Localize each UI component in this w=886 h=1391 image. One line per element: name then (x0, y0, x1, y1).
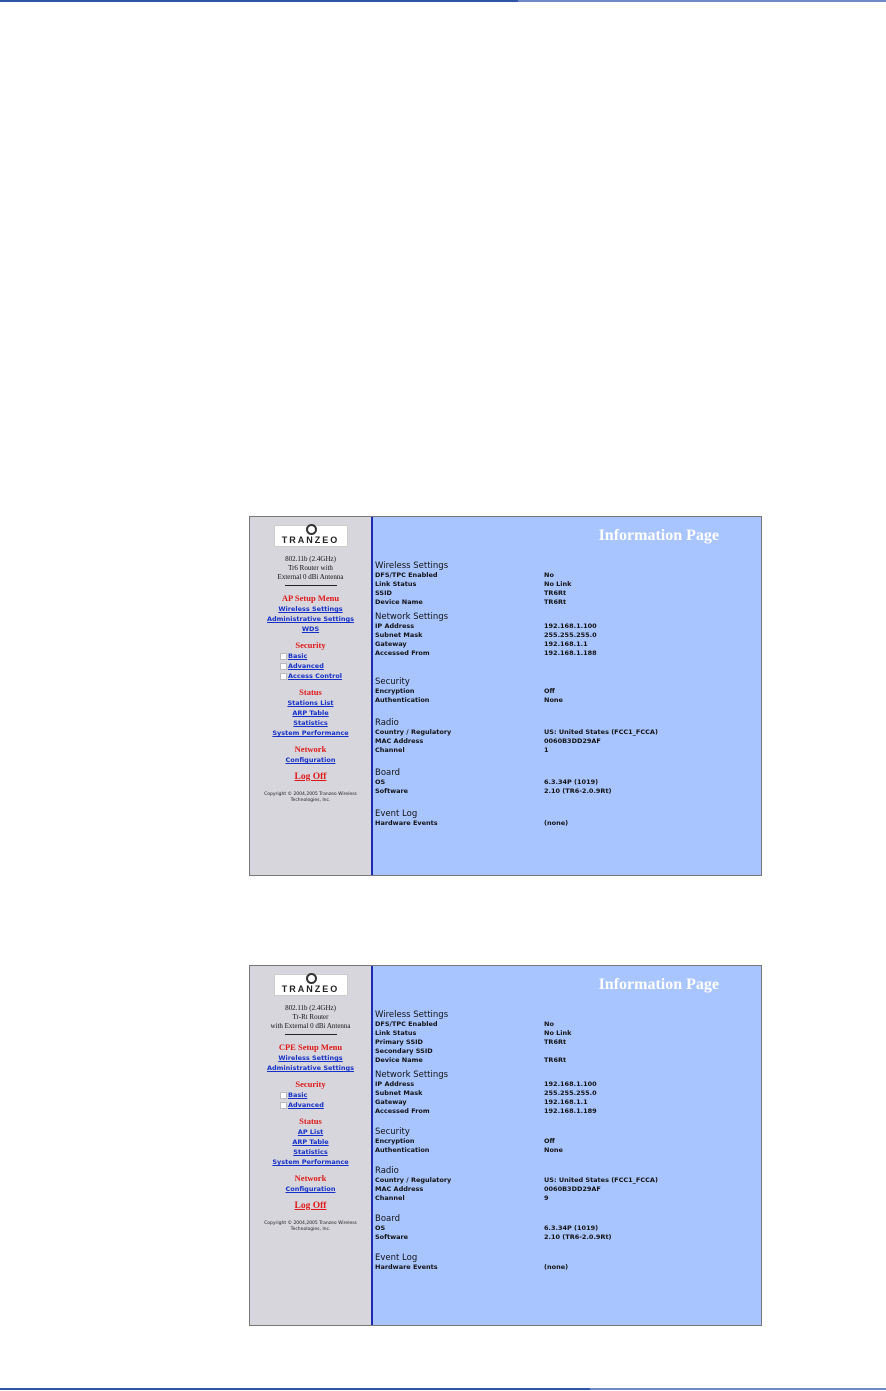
setup-menu-link[interactable]: Administrative Settings (266, 615, 355, 623)
info-row (375, 1107, 761, 1116)
info-label: Channel (375, 746, 405, 754)
info-row (375, 649, 761, 658)
info-row (375, 598, 761, 607)
product-description (250, 1004, 371, 1031)
security-link-label: Advanced (288, 662, 324, 670)
info-value: 9 (544, 1194, 549, 1202)
info-label: Accessed From (375, 649, 430, 657)
product-line: Tr-Rt Router (292, 1013, 329, 1021)
info-label: SSID (375, 589, 392, 597)
security-menu-link[interactable] (250, 661, 371, 671)
info-label: DFS/TPC Enabled (375, 1020, 438, 1028)
section-heading: Event Log (375, 1253, 418, 1263)
info-row (375, 1137, 761, 1146)
bullet-icon (280, 663, 287, 670)
section-heading: Board (375, 1214, 400, 1224)
info-label: Link Status (375, 580, 417, 588)
information-panel (373, 966, 761, 1325)
info-value: US: United States (FCC1_FCCA) (544, 1176, 658, 1184)
bullet-icon (280, 653, 287, 660)
product-line: External 0 dBi Antenna (277, 573, 344, 581)
ap-information-screenshot (249, 516, 762, 876)
section-heading: Wireless Settings (375, 561, 449, 571)
info-value: 192.168.1.1 (544, 640, 588, 648)
status-menu-title: Status (299, 687, 322, 697)
info-row (375, 1194, 761, 1203)
info-label: Primary SSID (375, 1038, 423, 1046)
info-label: Country / Regulatory (375, 728, 452, 736)
info-value: No (544, 571, 554, 579)
info-value: None (544, 1146, 563, 1154)
info-row (375, 589, 761, 598)
info-value: TR6Rt (544, 1038, 567, 1046)
sidebar (250, 966, 373, 1325)
info-value: 192.168.1.100 (544, 1080, 597, 1088)
info-label: Country / Regulatory (375, 1176, 452, 1184)
bullet-icon (280, 673, 287, 680)
logo-wordmark: TRANZEO (281, 984, 340, 994)
info-section (375, 809, 761, 828)
info-row (375, 1146, 761, 1155)
setup-menu-title: CPE Setup Menu (278, 1042, 343, 1052)
info-label: Secondary SSID (375, 1047, 433, 1055)
info-label: Device Name (375, 1056, 423, 1064)
sidebar (250, 517, 373, 875)
security-menu-title: Security (295, 640, 326, 650)
info-value: US: United States (FCC1_FCCA) (544, 728, 658, 736)
setup-menu-link[interactable]: Wireless Settings (278, 1054, 343, 1062)
copyright-text: Copyright © 2004,2005 Tranzeo Wireless Technologies, Inc. (264, 792, 357, 803)
info-label: MAC Address (375, 737, 424, 745)
log-off-link[interactable]: Log Off (294, 772, 327, 782)
info-label: Software (375, 1233, 409, 1241)
product-line: 802.11b (2.4GHz) (285, 555, 336, 563)
info-row (375, 622, 761, 631)
info-row (375, 1038, 761, 1047)
info-label: Link Status (375, 1029, 417, 1037)
info-label: Accessed From (375, 1107, 430, 1115)
network-menu-title: Network (294, 744, 327, 754)
info-label: Authentication (375, 696, 430, 704)
security-menu-link[interactable] (250, 671, 371, 681)
info-value: Off (544, 1137, 555, 1145)
info-section (375, 677, 761, 705)
info-row (375, 687, 761, 696)
info-label: Gateway (375, 640, 407, 648)
product-line: Tr6 Router with (288, 564, 333, 572)
info-section (375, 612, 761, 658)
info-row (375, 1224, 761, 1233)
info-label: Channel (375, 1194, 405, 1202)
footer-rule (0, 1388, 886, 1390)
info-row (375, 1263, 761, 1272)
setup-menu-link[interactable]: Administrative Settings (266, 1064, 355, 1072)
section-heading: Event Log (375, 809, 418, 819)
security-menu-link[interactable] (250, 651, 371, 661)
info-value: TR6Rt (544, 1056, 567, 1064)
info-row (375, 1233, 761, 1242)
status-menu-link[interactable]: System Performance (272, 729, 349, 737)
sidebar-divider (285, 1034, 337, 1035)
info-row (375, 631, 761, 640)
info-row (375, 1089, 761, 1098)
info-value: 2.10 (TR6-2.0.9Rt) (544, 1233, 612, 1241)
info-label: Hardware Events (375, 1263, 438, 1271)
status-menu-link[interactable]: ARP Table (292, 1138, 329, 1146)
info-value: None (544, 696, 563, 704)
info-value: 192.168.1.1 (544, 1098, 588, 1106)
info-row (375, 737, 761, 746)
sidebar-divider (285, 585, 337, 586)
setup-menu-link[interactable]: WDS (301, 625, 320, 633)
info-value: 0060B3DD29AF (544, 1185, 601, 1193)
info-row (375, 1098, 761, 1107)
bullet-icon (280, 1102, 287, 1109)
info-section (375, 718, 761, 755)
info-label: Subnet Mask (375, 631, 423, 639)
status-menu-link[interactable]: Statistics (293, 719, 328, 727)
header-rule (0, 0, 886, 2)
security-menu-link[interactable] (250, 1090, 371, 1100)
info-label: Authentication (375, 1146, 430, 1154)
info-row (375, 787, 761, 796)
product-description (250, 555, 371, 582)
info-label: Encryption (375, 1137, 415, 1145)
info-row (375, 640, 761, 649)
info-row (375, 696, 761, 705)
info-label: MAC Address (375, 1185, 424, 1193)
info-section (375, 1070, 761, 1116)
section-heading: Radio (375, 1166, 399, 1176)
info-label: OS (375, 778, 386, 786)
product-line: 802.11b (2.4GHz) (285, 1004, 336, 1012)
info-value: 6.3.34P (1019) (544, 778, 599, 786)
bullet-icon (280, 1092, 287, 1099)
log-off-link[interactable]: Log Off (294, 1201, 327, 1211)
info-value: No Link (544, 1029, 572, 1037)
info-row (375, 1047, 761, 1056)
info-value: 6.3.34P (1019) (544, 1224, 599, 1232)
network-menu-link[interactable]: Configuration (285, 1185, 336, 1193)
info-row (375, 728, 761, 737)
info-section (375, 561, 761, 607)
info-value: 192.168.1.188 (544, 649, 597, 657)
tranzeo-logo (274, 974, 348, 996)
info-row (375, 1056, 761, 1065)
info-section (375, 1166, 761, 1203)
info-label: Encryption (375, 687, 415, 695)
info-row (375, 746, 761, 755)
info-row (375, 1029, 761, 1038)
tranzeo-logo (274, 525, 348, 547)
info-row (375, 819, 761, 828)
info-label: OS (375, 1224, 386, 1232)
status-menu-link[interactable]: System Performance (272, 1158, 349, 1166)
info-row (375, 778, 761, 787)
info-value: TR6Rt (544, 589, 567, 597)
info-label: IP Address (375, 1080, 415, 1088)
section-heading: Security (375, 1127, 410, 1137)
info-value: No Link (544, 580, 572, 588)
network-menu-link[interactable]: Configuration (285, 756, 336, 764)
info-label: Hardware Events (375, 819, 438, 827)
info-label: Gateway (375, 1098, 407, 1106)
status-menu-link[interactable]: Statistics (293, 1148, 328, 1156)
info-label: IP Address (375, 622, 415, 630)
info-section (375, 1214, 761, 1242)
cpe-information-screenshot (249, 965, 762, 1326)
info-value: No (544, 1020, 554, 1028)
status-menu-link[interactable]: AP List (297, 1128, 324, 1136)
security-link-label: Basic (288, 1091, 308, 1099)
info-row (375, 1176, 761, 1185)
status-menu-title: Status (299, 1116, 322, 1126)
section-heading: Board (375, 768, 400, 778)
logo-ring-icon (306, 973, 317, 984)
info-value: 1 (544, 746, 549, 754)
info-value: 255.255.255.0 (544, 1089, 597, 1097)
product-line: with External 0 dBi Antenna (270, 1022, 351, 1030)
info-section (375, 1253, 761, 1272)
page-title: Information Page (598, 527, 719, 544)
setup-menu-title: AP Setup Menu (281, 593, 340, 603)
section-heading: Wireless Settings (375, 1010, 449, 1020)
security-menu-link[interactable] (250, 1100, 371, 1110)
security-menu-title: Security (295, 1079, 326, 1089)
info-label: Device Name (375, 598, 423, 606)
info-label: Subnet Mask (375, 1089, 423, 1097)
page-title: Information Page (598, 976, 719, 993)
info-section (375, 1010, 761, 1065)
status-menu-link[interactable]: ARP Table (292, 709, 329, 717)
info-row (375, 580, 761, 589)
info-row (375, 571, 761, 580)
status-menu-link[interactable]: Stations List (287, 699, 334, 707)
copyright-text: Copyright © 2004,2005 Tranzeo Wireless Technologies, Inc. (264, 1221, 357, 1232)
info-row (375, 1080, 761, 1089)
info-value: (none) (544, 1263, 569, 1271)
section-heading: Radio (375, 718, 399, 728)
info-value: TR6Rt (544, 598, 567, 606)
setup-menu-link[interactable]: Wireless Settings (278, 605, 343, 613)
info-row (375, 1185, 761, 1194)
info-value: 255.255.255.0 (544, 631, 597, 639)
info-section (375, 1127, 761, 1155)
info-label: Software (375, 787, 409, 795)
info-label: DFS/TPC Enabled (375, 571, 438, 579)
info-value: 2.10 (TR6-2.0.9Rt) (544, 787, 612, 795)
info-value: 192.168.1.189 (544, 1107, 597, 1115)
info-value: Off (544, 687, 555, 695)
section-heading: Network Settings (375, 1070, 449, 1080)
logo-wordmark: TRANZEO (281, 535, 340, 545)
information-panel (373, 517, 761, 875)
info-value: 192.168.1.100 (544, 622, 597, 630)
security-link-label: Access Control (288, 672, 343, 680)
info-value: 0060B3DD29AF (544, 737, 601, 745)
network-menu-title: Network (294, 1173, 327, 1183)
section-heading: Network Settings (375, 612, 449, 622)
info-value: (none) (544, 819, 569, 827)
security-link-label: Basic (288, 652, 308, 660)
security-link-label: Advanced (288, 1101, 324, 1109)
info-row (375, 1020, 761, 1029)
section-heading: Security (375, 677, 410, 687)
info-section (375, 768, 761, 796)
logo-ring-icon (306, 524, 317, 535)
